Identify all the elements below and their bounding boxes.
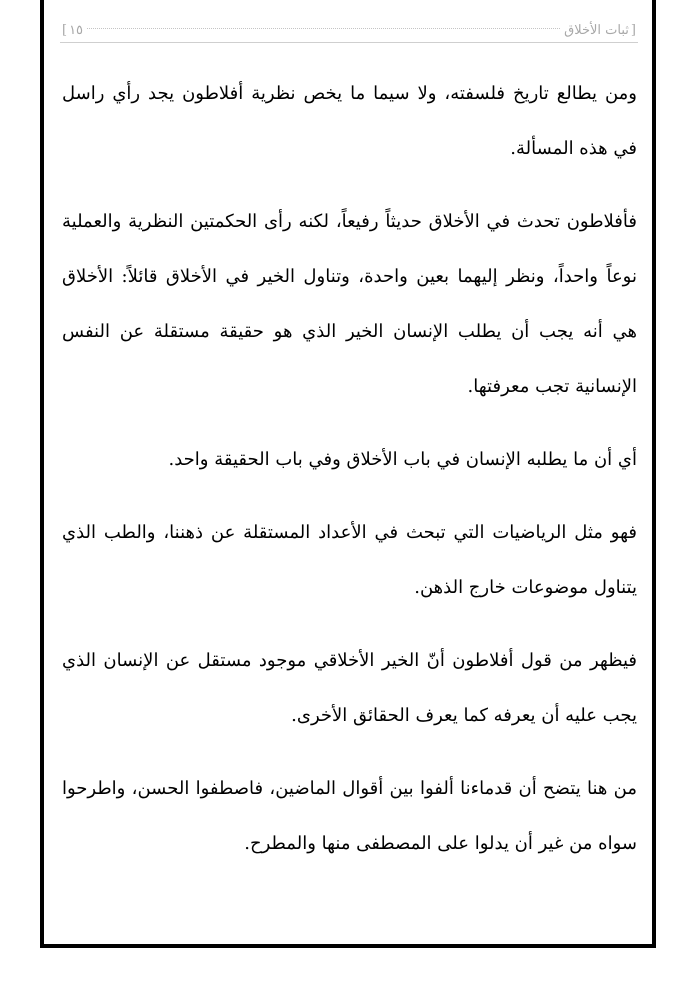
page-number: ١٥ — [69, 22, 84, 38]
paragraph-5: فيظهر من قول أفلاطون أنّ الخير الأخلاقي موجود مستقل عن الإنسان الذي يجب عليه أن يعرفه كما يعرف الحقائق الأخرى. — [62, 650, 637, 726]
paragraph-4: فهو مثل الرياضيات التي تبحث في الأعداد المستقلة عن ذهننا، والطب الذي يتناول موضوعات خارج الذهن. — [62, 522, 637, 598]
body-text — [62, 66, 637, 889]
header-open-bracket: [ — [630, 22, 636, 38]
header-close-bracket: ] — [62, 22, 68, 38]
paragraph-1: ومن يطالع تاريخ فلسفته، ولا سيما ما يخص نظرية أفلاطون يجد رأي راسل في هذه المسألة. — [62, 83, 637, 159]
header-dot-leader — [87, 18, 560, 29]
paragraph-3: أي أن ما يطلبه الإنسان في باب الأخلاق وفي باب الحقيقة واحد. — [168, 449, 637, 470]
book-title: ثبات الأخلاق — [564, 22, 629, 38]
paragraph-2: فأفلاطون تحدث في الأخلاق حديثاً رفيعاً، لكنه رأى الحكمتين النظرية والعملية نوعاً واحداً، ونظر إليهما بعين واحدة، وتناول الخير في الأخلاق قائلاً: الأخلاق هي أنه يجب أن يطلب الإنسان الخير الذي هو حقيقة مستقلة عن النفس الإنسانية تجب معرفتها. — [62, 211, 637, 397]
running-header — [60, 18, 638, 43]
paragraph-6: من هنا يتضح أن قدماءنا ألفوا بين أقوال الماضين، فاصطفوا الحسن، واطرحوا سواه من غير أن يدلوا على المصطفى منها والمطرح. — [62, 778, 637, 854]
